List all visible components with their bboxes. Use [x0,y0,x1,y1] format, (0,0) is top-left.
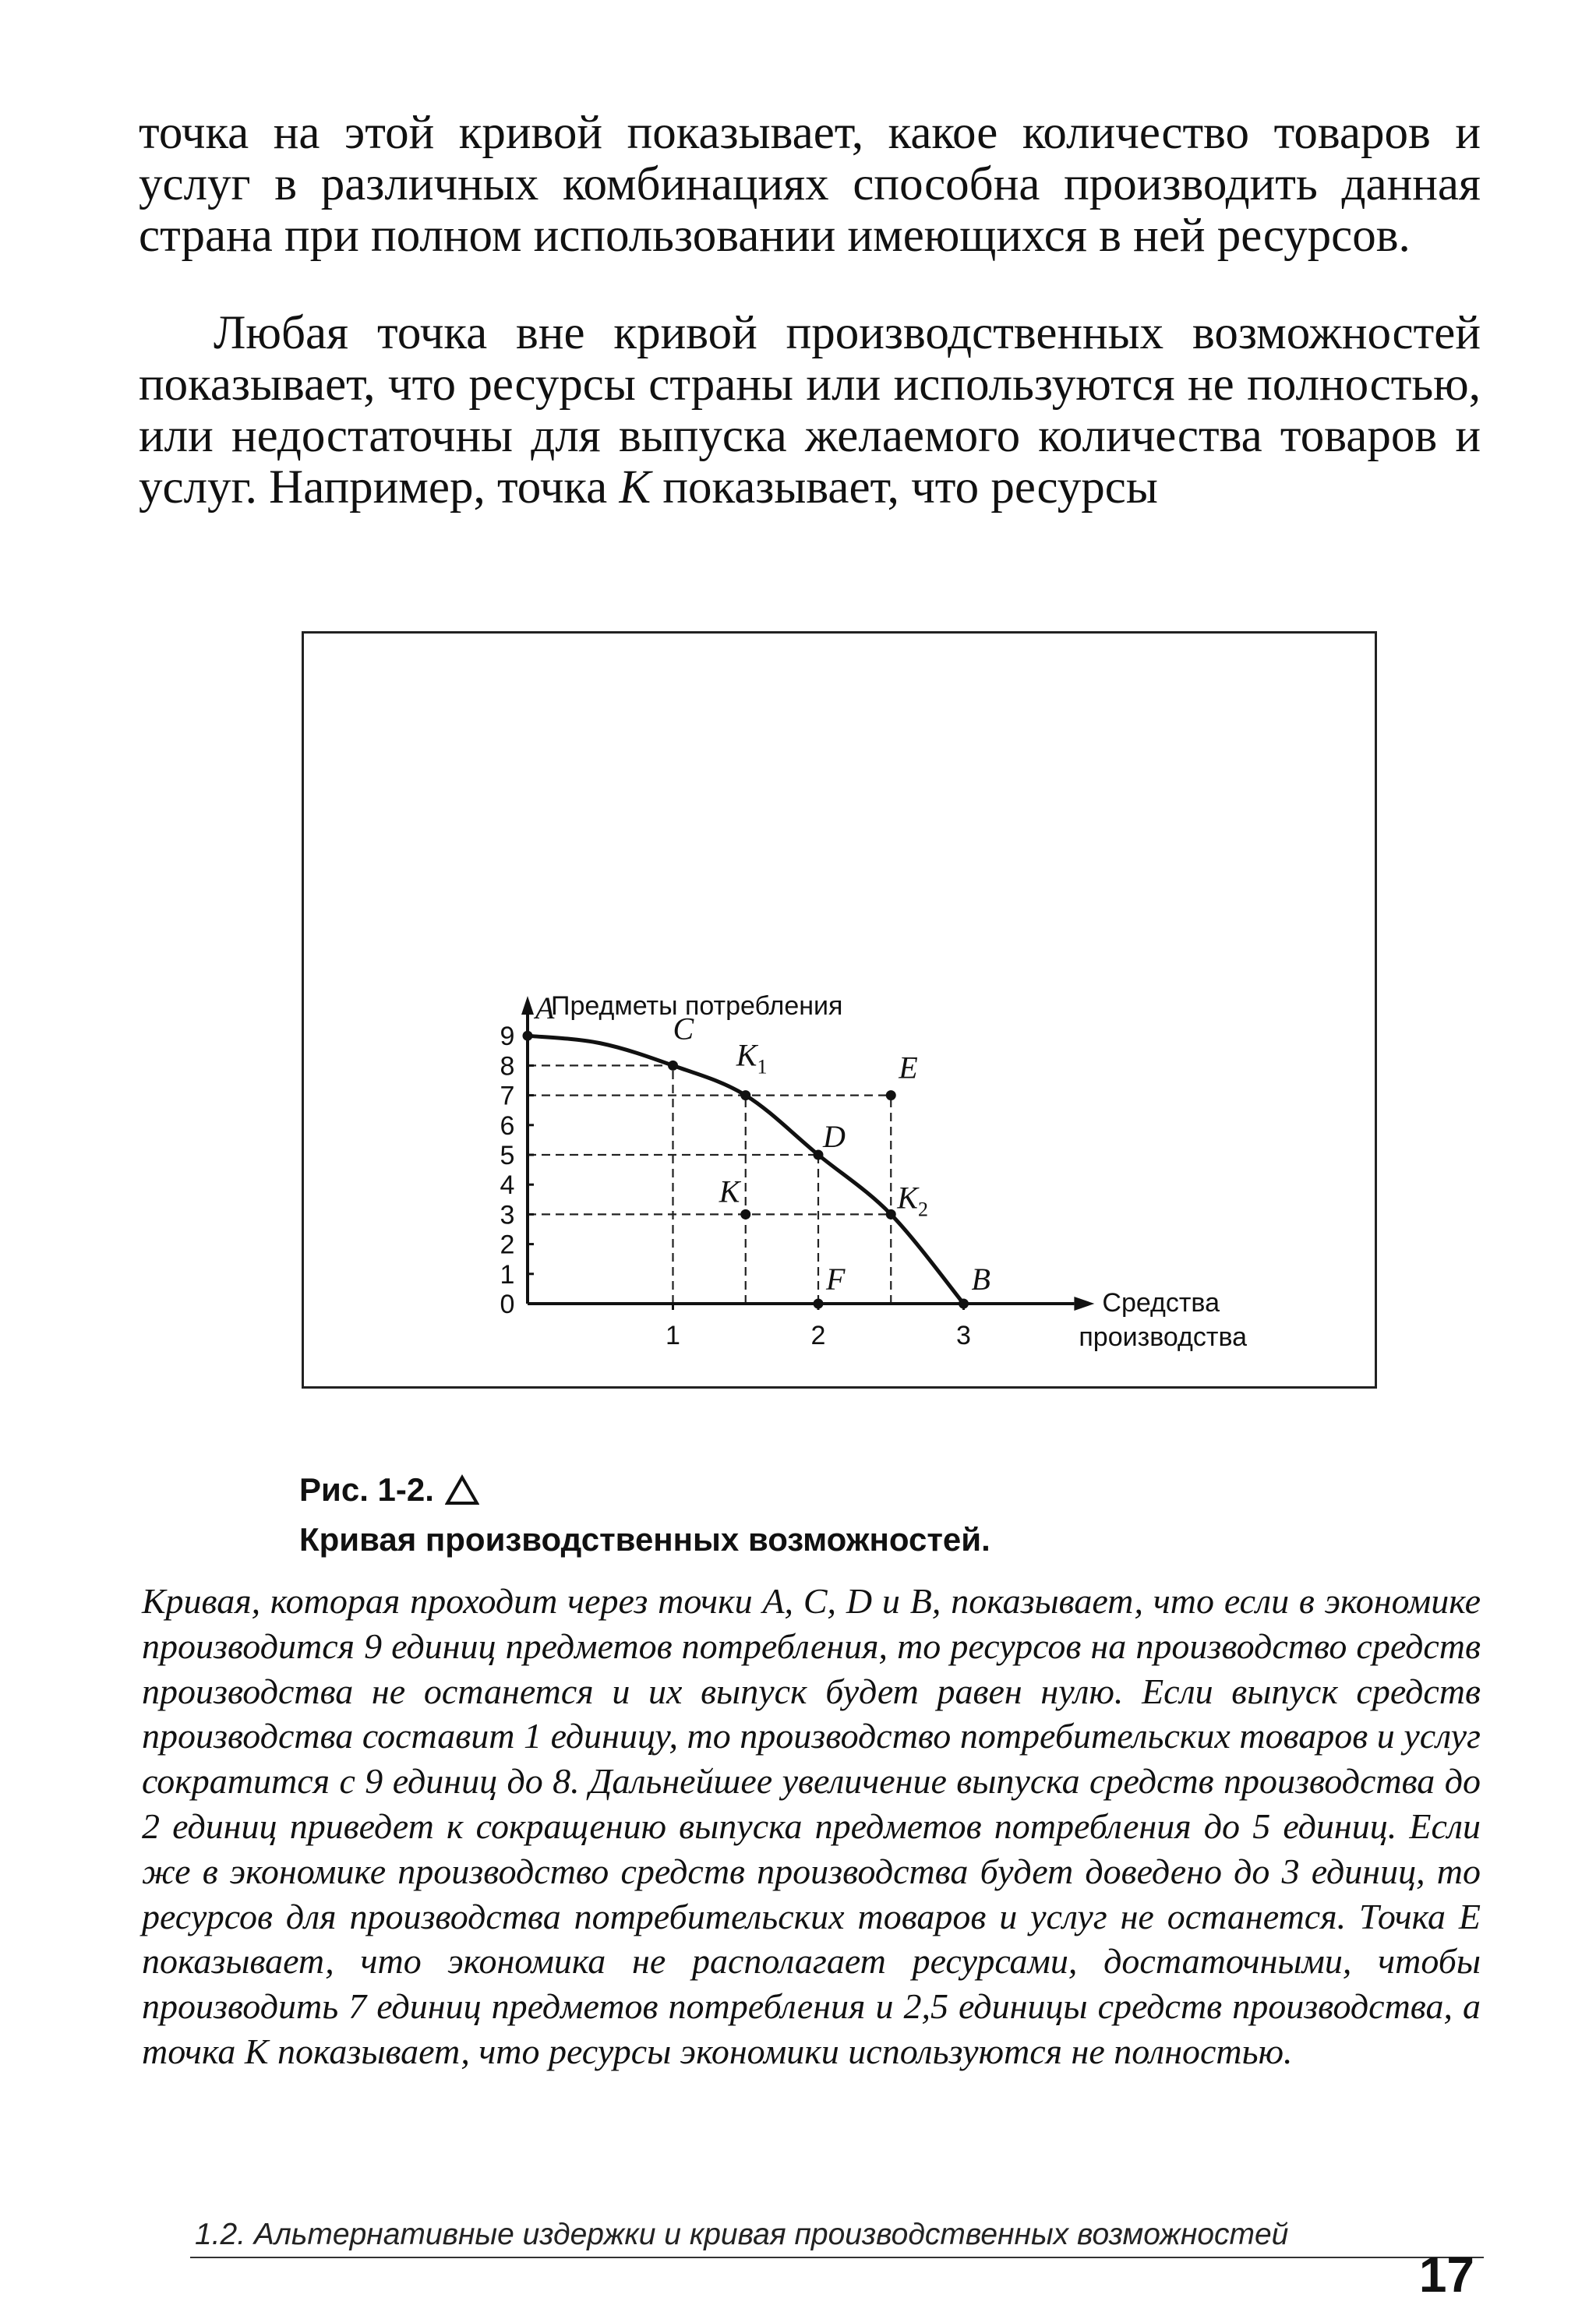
point-d-label: D [823,1119,846,1154]
y-axis-arrow-icon [521,996,534,1015]
point-f-marker [814,1299,824,1309]
y-tick-label: 3 [500,1200,515,1230]
point-f-label: F [826,1262,846,1297]
point-k1-marker [740,1090,750,1100]
y-axis-title: Предметы потребления [551,991,843,1022]
body-paragraph-2 [139,308,1481,514]
body-paragraph-1: точка на этой кривой показывает, какое количество товаров и услуг в различных комбинациях способна производить данная страна при полном использовании имеющихся в ней ресурсов. [139,107,1481,262]
y-tick-label: 7 [500,1081,515,1111]
paragraph-2-point-label: K [619,461,651,514]
point-e-label: E [899,1050,918,1085]
y-tick-label: 4 [500,1170,515,1201]
figure-description: Кривая, которая проходит через точки A, C, D и B, показывает, что если в экономике производится 9 единиц предметов потребления, то ресурсов на производство средств производства не останется и их выпуск будет равен нулю. Если выпуск средств производства составит 1 единицу, то производство потребительских товаров и услуг сократится с 9 единиц до 8. Дальнейшее увеличение выпуска средств производства до 2 единиц приведет к сокращению выпуска предметов потребления до 5 единиц. Если же в экономике производство средств производства будет доведено до 3 единиц, то ресурсов для производства потребительских товаров и услуг не останется. Точка E показывает, что экономика не располагает ресурсами, достаточными, чтобы производить 7 единиц предметов потребления и 2,5 единицы средств производства, а точка K показывает, что ресурсы экономики используются не полностью. [142,1581,1481,2071]
x-tick-label: 1 [666,1321,680,1350]
point-c-label: C [673,1011,694,1047]
point-k-marker [740,1209,750,1220]
point-d-marker [814,1150,824,1160]
triangle-icon [445,1474,479,1505]
point-a-label: A [535,990,555,1026]
point-a-marker [523,1031,533,1041]
point-k2-label: $K_2$ [897,1180,928,1221]
chart-points [523,990,990,1308]
footer-section-title: 1.2. Альтернативные издержки и кривая производственных возможностей [195,2218,1289,2251]
x-axis-arrow-icon [1074,1297,1094,1311]
x-axis-title-line-2: производства [1079,1322,1248,1352]
y-tick-label: 1 [500,1259,515,1290]
point-b-marker [959,1299,969,1309]
figure-title: Кривая производственных возможностей. [299,1521,990,1558]
running-footer [195,2215,1481,2303]
paragraph-2-end: показывает, что ресурсы [651,461,1158,514]
figure-number: Рис. 1-2. [299,1471,434,1508]
page-number: 17 [1418,2247,1474,2303]
y-tick-label: 5 [500,1141,515,1170]
x-tick-label: 2 [810,1321,826,1350]
y-tick-label: 0 [500,1290,515,1319]
point-k-label: K [719,1174,740,1209]
y-tick-label: 8 [500,1051,515,1082]
figure-caption [299,1471,1481,1558]
figure-frame [302,631,1377,1389]
x-tick-label: 3 [956,1321,971,1350]
y-tick-label: 9 [500,1022,515,1052]
paragraph-2-start: Любая точка вне кривой производственных возможностей показывает, что ресурсы страны или используются не полностью, или недостаточны для выпуска желаемого количества товаров и услуг. Например, точка [139,307,1481,514]
x-axis-title-line-1: Средства [1102,1288,1220,1318]
y-tick-label: 6 [500,1110,515,1141]
point-b-label: B [971,1262,990,1297]
footer-rule [190,2257,1484,2258]
point-e-marker [886,1090,896,1100]
point-k1-label: $K_1$ [736,1037,768,1078]
y-tick-label: 2 [500,1230,515,1260]
production-possibility-chart [304,634,1379,1391]
point-c-marker [668,1061,678,1071]
point-k2-marker [886,1209,896,1220]
